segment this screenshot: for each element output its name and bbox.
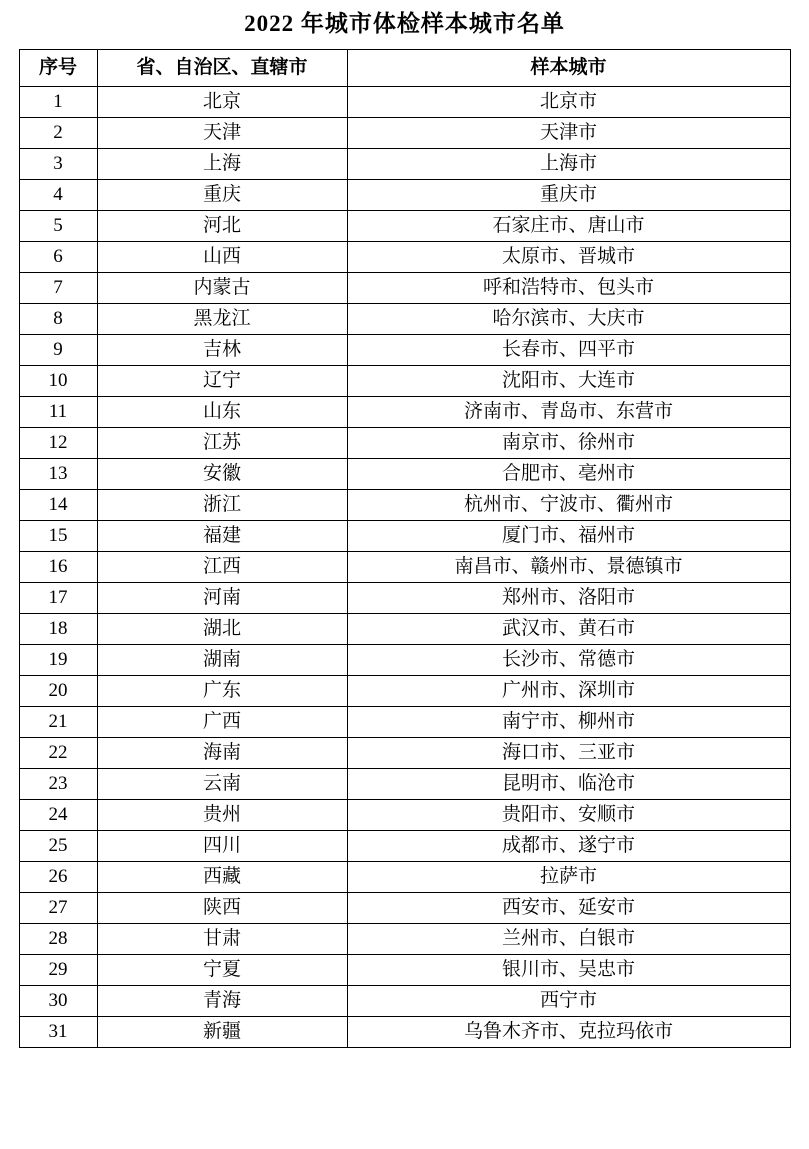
cell-cities: 济南市、青岛市、东营市 [347,396,790,427]
cell-cities: 哈尔滨市、大庆市 [347,303,790,334]
cell-cities: 南宁市、柳州市 [347,706,790,737]
column-header-no: 序号 [19,49,97,86]
cell-province: 云南 [97,768,347,799]
cell-province: 海南 [97,737,347,768]
table-row [19,117,790,148]
table-row [19,706,790,737]
cell-no: 20 [19,675,97,706]
table-header [19,49,790,86]
cell-cities: 呼和浩特市、包头市 [347,272,790,303]
cell-no: 22 [19,737,97,768]
table-row [19,582,790,613]
cell-no: 2 [19,117,97,148]
cell-cities: 杭州市、宁波市、衢州市 [347,489,790,520]
cell-province: 黑龙江 [97,303,347,334]
cell-cities: 上海市 [347,148,790,179]
cell-province: 河北 [97,210,347,241]
cell-cities: 长春市、四平市 [347,334,790,365]
cell-province: 贵州 [97,799,347,830]
cell-no: 10 [19,365,97,396]
cell-cities: 昆明市、临沧市 [347,768,790,799]
table-row [19,954,790,985]
cell-no: 24 [19,799,97,830]
table-row [19,272,790,303]
cell-cities: 南昌市、赣州市、景德镇市 [347,551,790,582]
cell-province: 宁夏 [97,954,347,985]
cell-no: 9 [19,334,97,365]
cell-no: 17 [19,582,97,613]
table-row [19,427,790,458]
cell-cities: 兰州市、白银市 [347,923,790,954]
cell-no: 7 [19,272,97,303]
cell-province: 浙江 [97,489,347,520]
table-row [19,179,790,210]
table-row [19,86,790,117]
cell-province: 上海 [97,148,347,179]
cell-no: 11 [19,396,97,427]
table-row [19,365,790,396]
cell-no: 21 [19,706,97,737]
cell-province: 湖南 [97,644,347,675]
table-row [19,210,790,241]
cell-province: 江苏 [97,427,347,458]
cell-no: 5 [19,210,97,241]
cell-no: 15 [19,520,97,551]
cell-province: 陕西 [97,892,347,923]
column-header-cities: 样本城市 [347,49,790,86]
table-row [19,1016,790,1047]
cell-province: 山西 [97,241,347,272]
sample-cities-table [19,49,791,1048]
cell-province: 湖北 [97,613,347,644]
table-row [19,737,790,768]
cell-no: 27 [19,892,97,923]
cell-cities: 广州市、深圳市 [347,675,790,706]
cell-no: 19 [19,644,97,675]
cell-province: 山东 [97,396,347,427]
cell-no: 13 [19,458,97,489]
cell-cities: 银川市、吴忠市 [347,954,790,985]
cell-cities: 贵阳市、安顺市 [347,799,790,830]
cell-cities: 太原市、晋城市 [347,241,790,272]
cell-no: 12 [19,427,97,458]
table-row [19,148,790,179]
cell-no: 6 [19,241,97,272]
cell-province: 新疆 [97,1016,347,1047]
table-row [19,861,790,892]
table-row [19,644,790,675]
cell-province: 四川 [97,830,347,861]
cell-province: 广东 [97,675,347,706]
cell-no: 8 [19,303,97,334]
cell-province: 重庆 [97,179,347,210]
cell-cities: 拉萨市 [347,861,790,892]
cell-cities: 重庆市 [347,179,790,210]
table-row [19,489,790,520]
cell-cities: 合肥市、亳州市 [347,458,790,489]
cell-province: 河南 [97,582,347,613]
table-row [19,830,790,861]
table-row [19,241,790,272]
cell-no: 23 [19,768,97,799]
cell-no: 16 [19,551,97,582]
cell-no: 31 [19,1016,97,1047]
cell-cities: 石家庄市、唐山市 [347,210,790,241]
table-row [19,613,790,644]
table-row [19,675,790,706]
cell-province: 广西 [97,706,347,737]
cell-no: 30 [19,985,97,1016]
cell-cities: 长沙市、常德市 [347,644,790,675]
table-body [19,86,790,1047]
cell-no: 25 [19,830,97,861]
table-row [19,520,790,551]
cell-province: 吉林 [97,334,347,365]
cell-cities: 天津市 [347,117,790,148]
table-row [19,923,790,954]
table-row [19,768,790,799]
table-row [19,303,790,334]
table-row [19,551,790,582]
cell-cities: 北京市 [347,86,790,117]
page-title: 2022 年城市体检样本城市名单 [244,11,565,36]
cell-cities: 沈阳市、大连市 [347,365,790,396]
table-row [19,985,790,1016]
cell-no: 28 [19,923,97,954]
cell-cities: 海口市、三亚市 [347,737,790,768]
cell-cities: 郑州市、洛阳市 [347,582,790,613]
cell-province: 青海 [97,985,347,1016]
cell-no: 4 [19,179,97,210]
cell-no: 14 [19,489,97,520]
cell-no: 3 [19,148,97,179]
cell-no: 29 [19,954,97,985]
cell-province: 内蒙古 [97,272,347,303]
cell-cities: 厦门市、福州市 [347,520,790,551]
cell-province: 天津 [97,117,347,148]
cell-province: 福建 [97,520,347,551]
cell-province: 安徽 [97,458,347,489]
cell-cities: 武汉市、黄石市 [347,613,790,644]
table-row [19,458,790,489]
cell-cities: 西宁市 [347,985,790,1016]
cell-province: 北京 [97,86,347,117]
cell-cities: 南京市、徐州市 [347,427,790,458]
cell-no: 26 [19,861,97,892]
table-header-row [19,49,790,86]
cell-province: 甘肃 [97,923,347,954]
cell-province: 西藏 [97,861,347,892]
cell-cities: 西安市、延安市 [347,892,790,923]
cell-province: 江西 [97,551,347,582]
cell-cities: 成都市、遂宁市 [347,830,790,861]
cell-province: 辽宁 [97,365,347,396]
table-row [19,799,790,830]
cell-no: 18 [19,613,97,644]
column-header-province: 省、自治区、直辖市 [97,49,347,86]
table-row [19,396,790,427]
cell-no: 1 [19,86,97,117]
cell-cities: 乌鲁木齐市、克拉玛依市 [347,1016,790,1047]
table-row [19,334,790,365]
table-row [19,892,790,923]
